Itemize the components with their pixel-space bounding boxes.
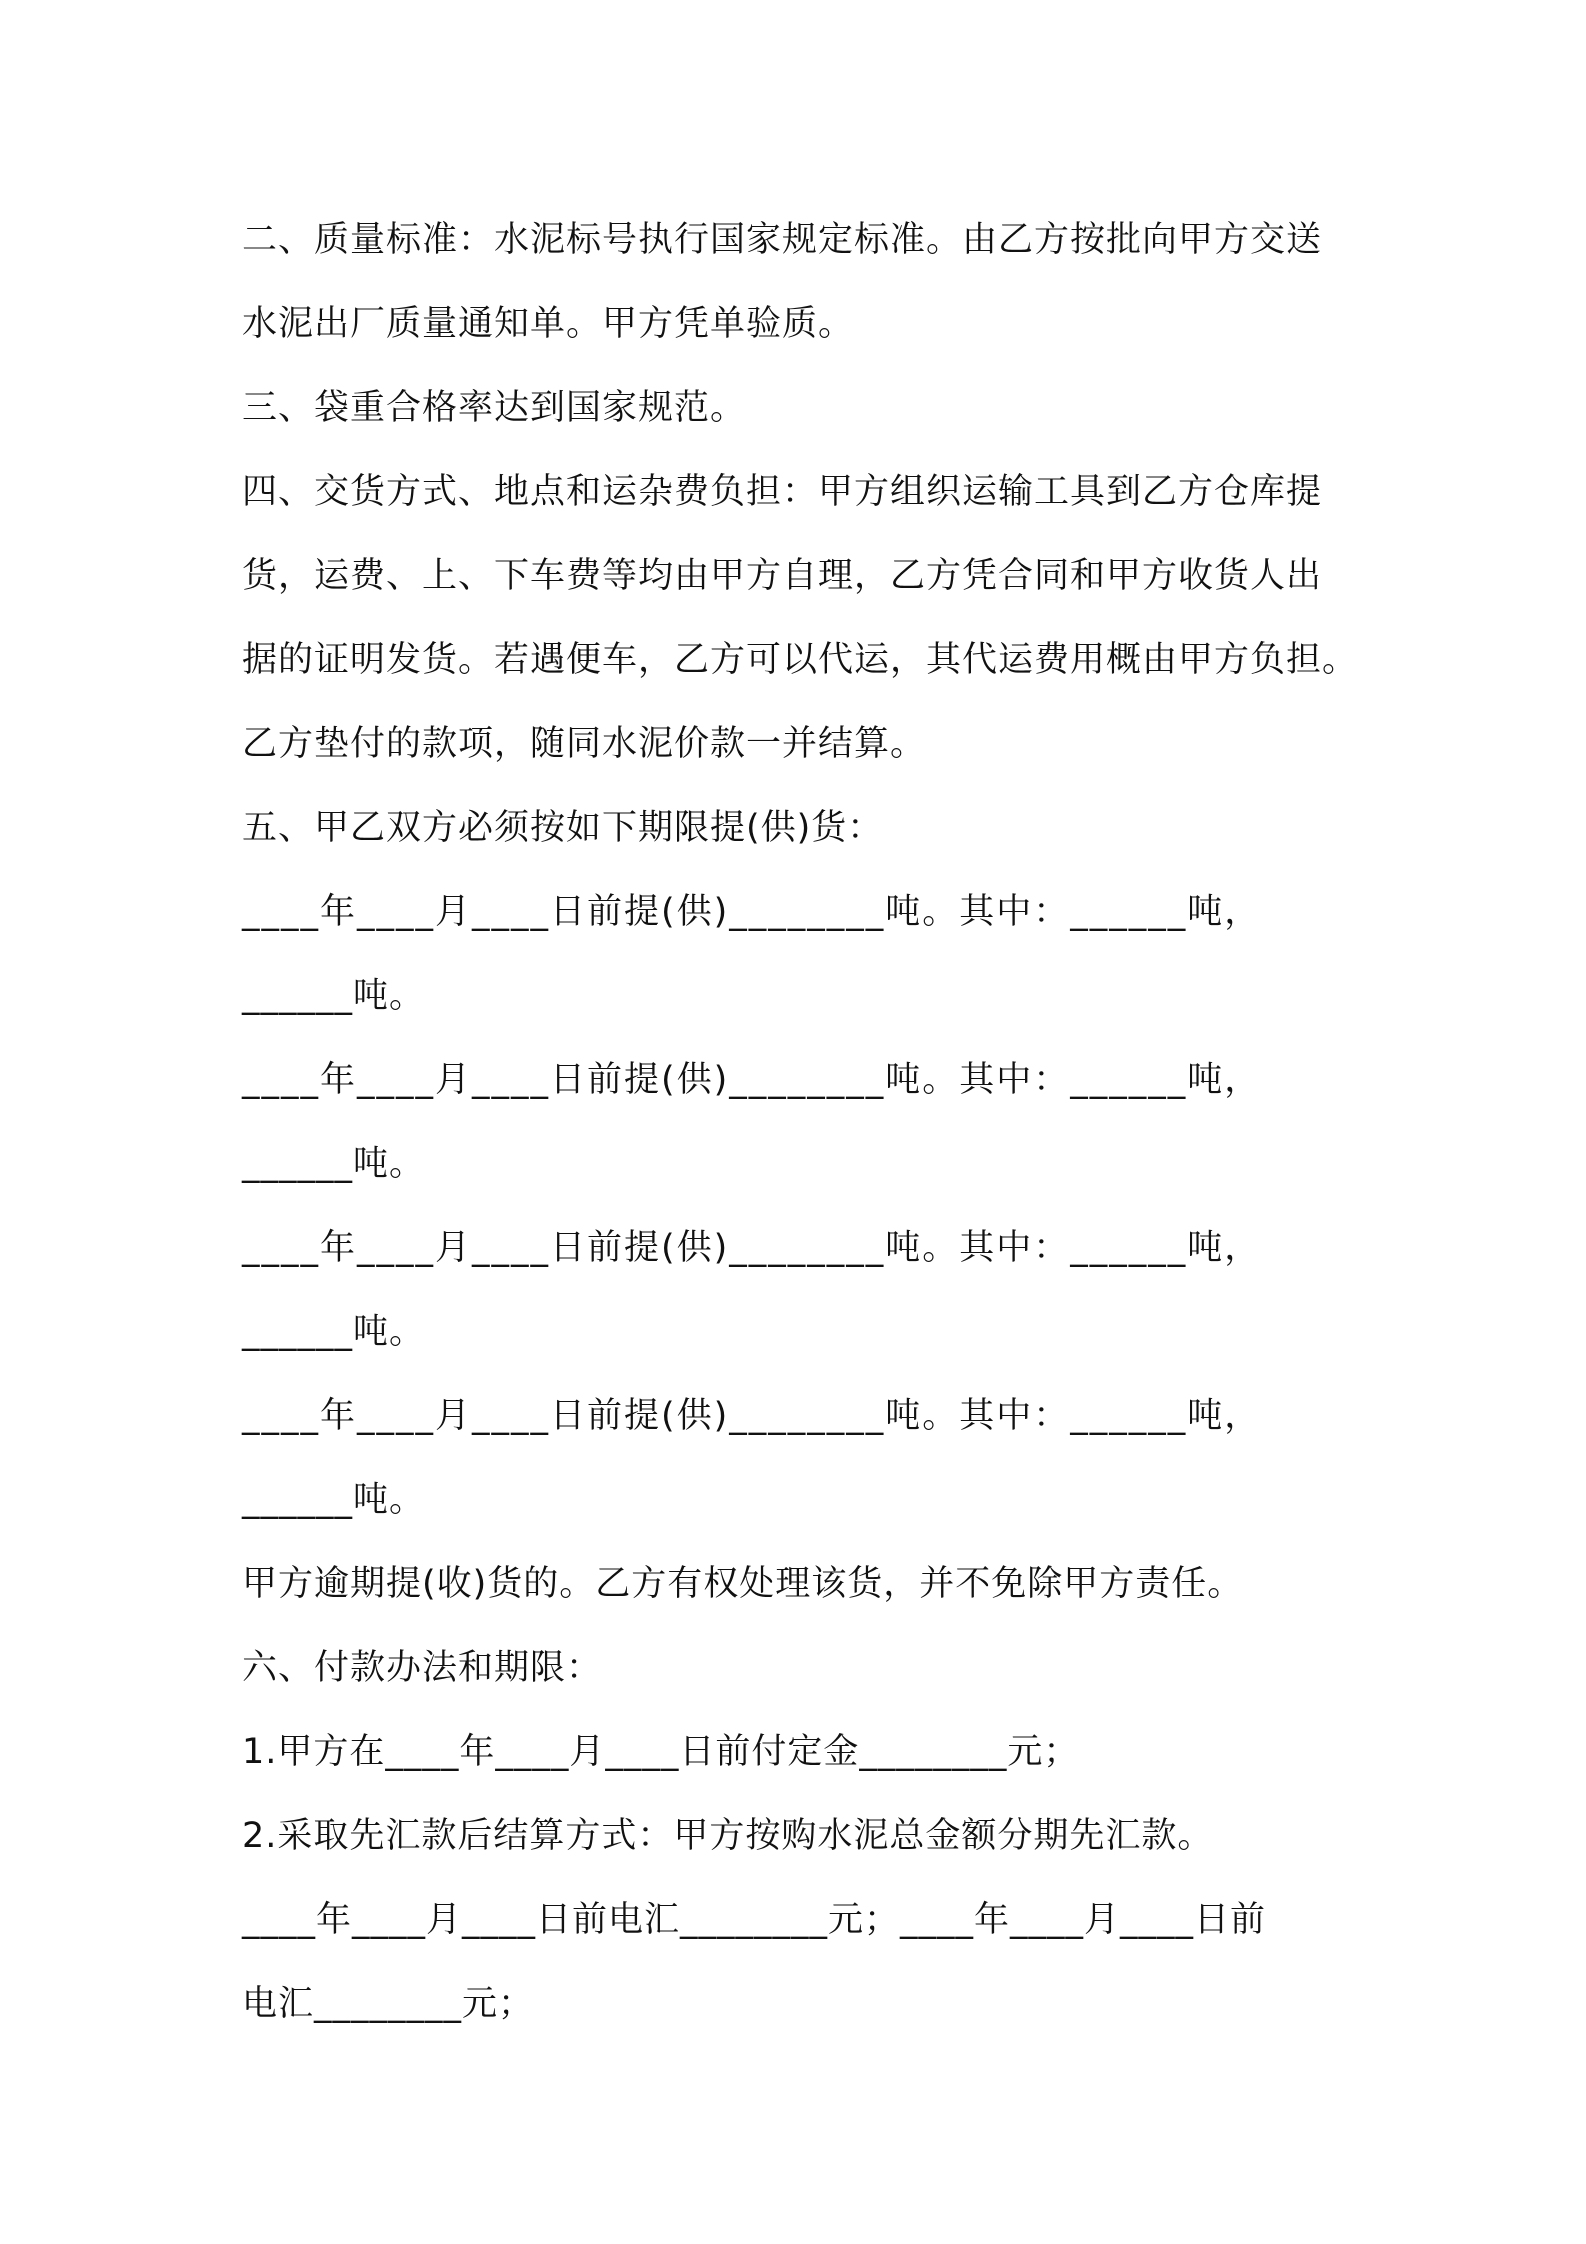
payment-item-2: 2.采取先汇款后结算方式：甲方按购水泥总金额分期先汇款。 xyxy=(242,1816,1214,1856)
delivery-schedule-row-4-cont: ______吨。 xyxy=(242,1480,426,1520)
clause-4-delivery-line-4: 乙方垫付的款项，随同水泥价款一并结算。 xyxy=(242,724,927,764)
clause-2-quality-line-2: 水泥出厂质量通知单。甲方凭单验质。 xyxy=(242,304,855,344)
clause-3-bag-weight: 三、袋重合格率达到国家规范。 xyxy=(242,388,747,428)
delivery-schedule-row-1-cont: ______吨。 xyxy=(242,976,426,1016)
document-body xyxy=(242,198,1362,2046)
delivery-schedule-row-3-cont: ______吨。 xyxy=(242,1312,426,1352)
clause-2-quality-line-1: 二、质量标准：水泥标号执行国家规定标准。由乙方按批向甲方交送 xyxy=(242,220,1323,260)
clause-4-delivery-line-1: 四、交货方式、地点和运杂费负担：甲方组织运输工具到乙方仓库提 xyxy=(242,472,1323,512)
clause-5-heading: 五、甲乙双方必须按如下期限提(供)货： xyxy=(242,808,884,848)
late-pickup-clause: 甲方逾期提(收)货的。乙方有权处理该货，并不免除甲方责任。 xyxy=(242,1564,1244,1604)
delivery-schedule-row-1: ____年____月____日前提(供)________吨。其中：______吨， xyxy=(242,892,1262,932)
clause-4-delivery-line-3: 据的证明发货。若遇便车，乙方可以代运，其代运费用概由甲方负担。 xyxy=(242,640,1359,680)
payment-item-1: 1.甲方在____年____月____日前付定金________元； xyxy=(242,1732,1080,1772)
clause-6-heading: 六、付款办法和期限： xyxy=(242,1648,603,1688)
clause-4-delivery-line-2: 货，运费、上、下车费等均由甲方自理，乙方凭合同和甲方收货人出 xyxy=(242,556,1323,596)
delivery-schedule-row-2-cont: ______吨。 xyxy=(242,1144,426,1184)
payment-installment-line-1: ____年____月____日前电汇________元；____年____月____日前 xyxy=(242,1900,1267,1940)
payment-installment-line-2: 电汇________元； xyxy=(242,1984,535,2024)
delivery-schedule-row-4: ____年____月____日前提(供)________吨。其中：______吨， xyxy=(242,1396,1262,1436)
delivery-schedule-row-2: ____年____月____日前提(供)________吨。其中：______吨， xyxy=(242,1060,1262,1100)
delivery-schedule-row-3: ____年____月____日前提(供)________吨。其中：______吨， xyxy=(242,1228,1262,1268)
